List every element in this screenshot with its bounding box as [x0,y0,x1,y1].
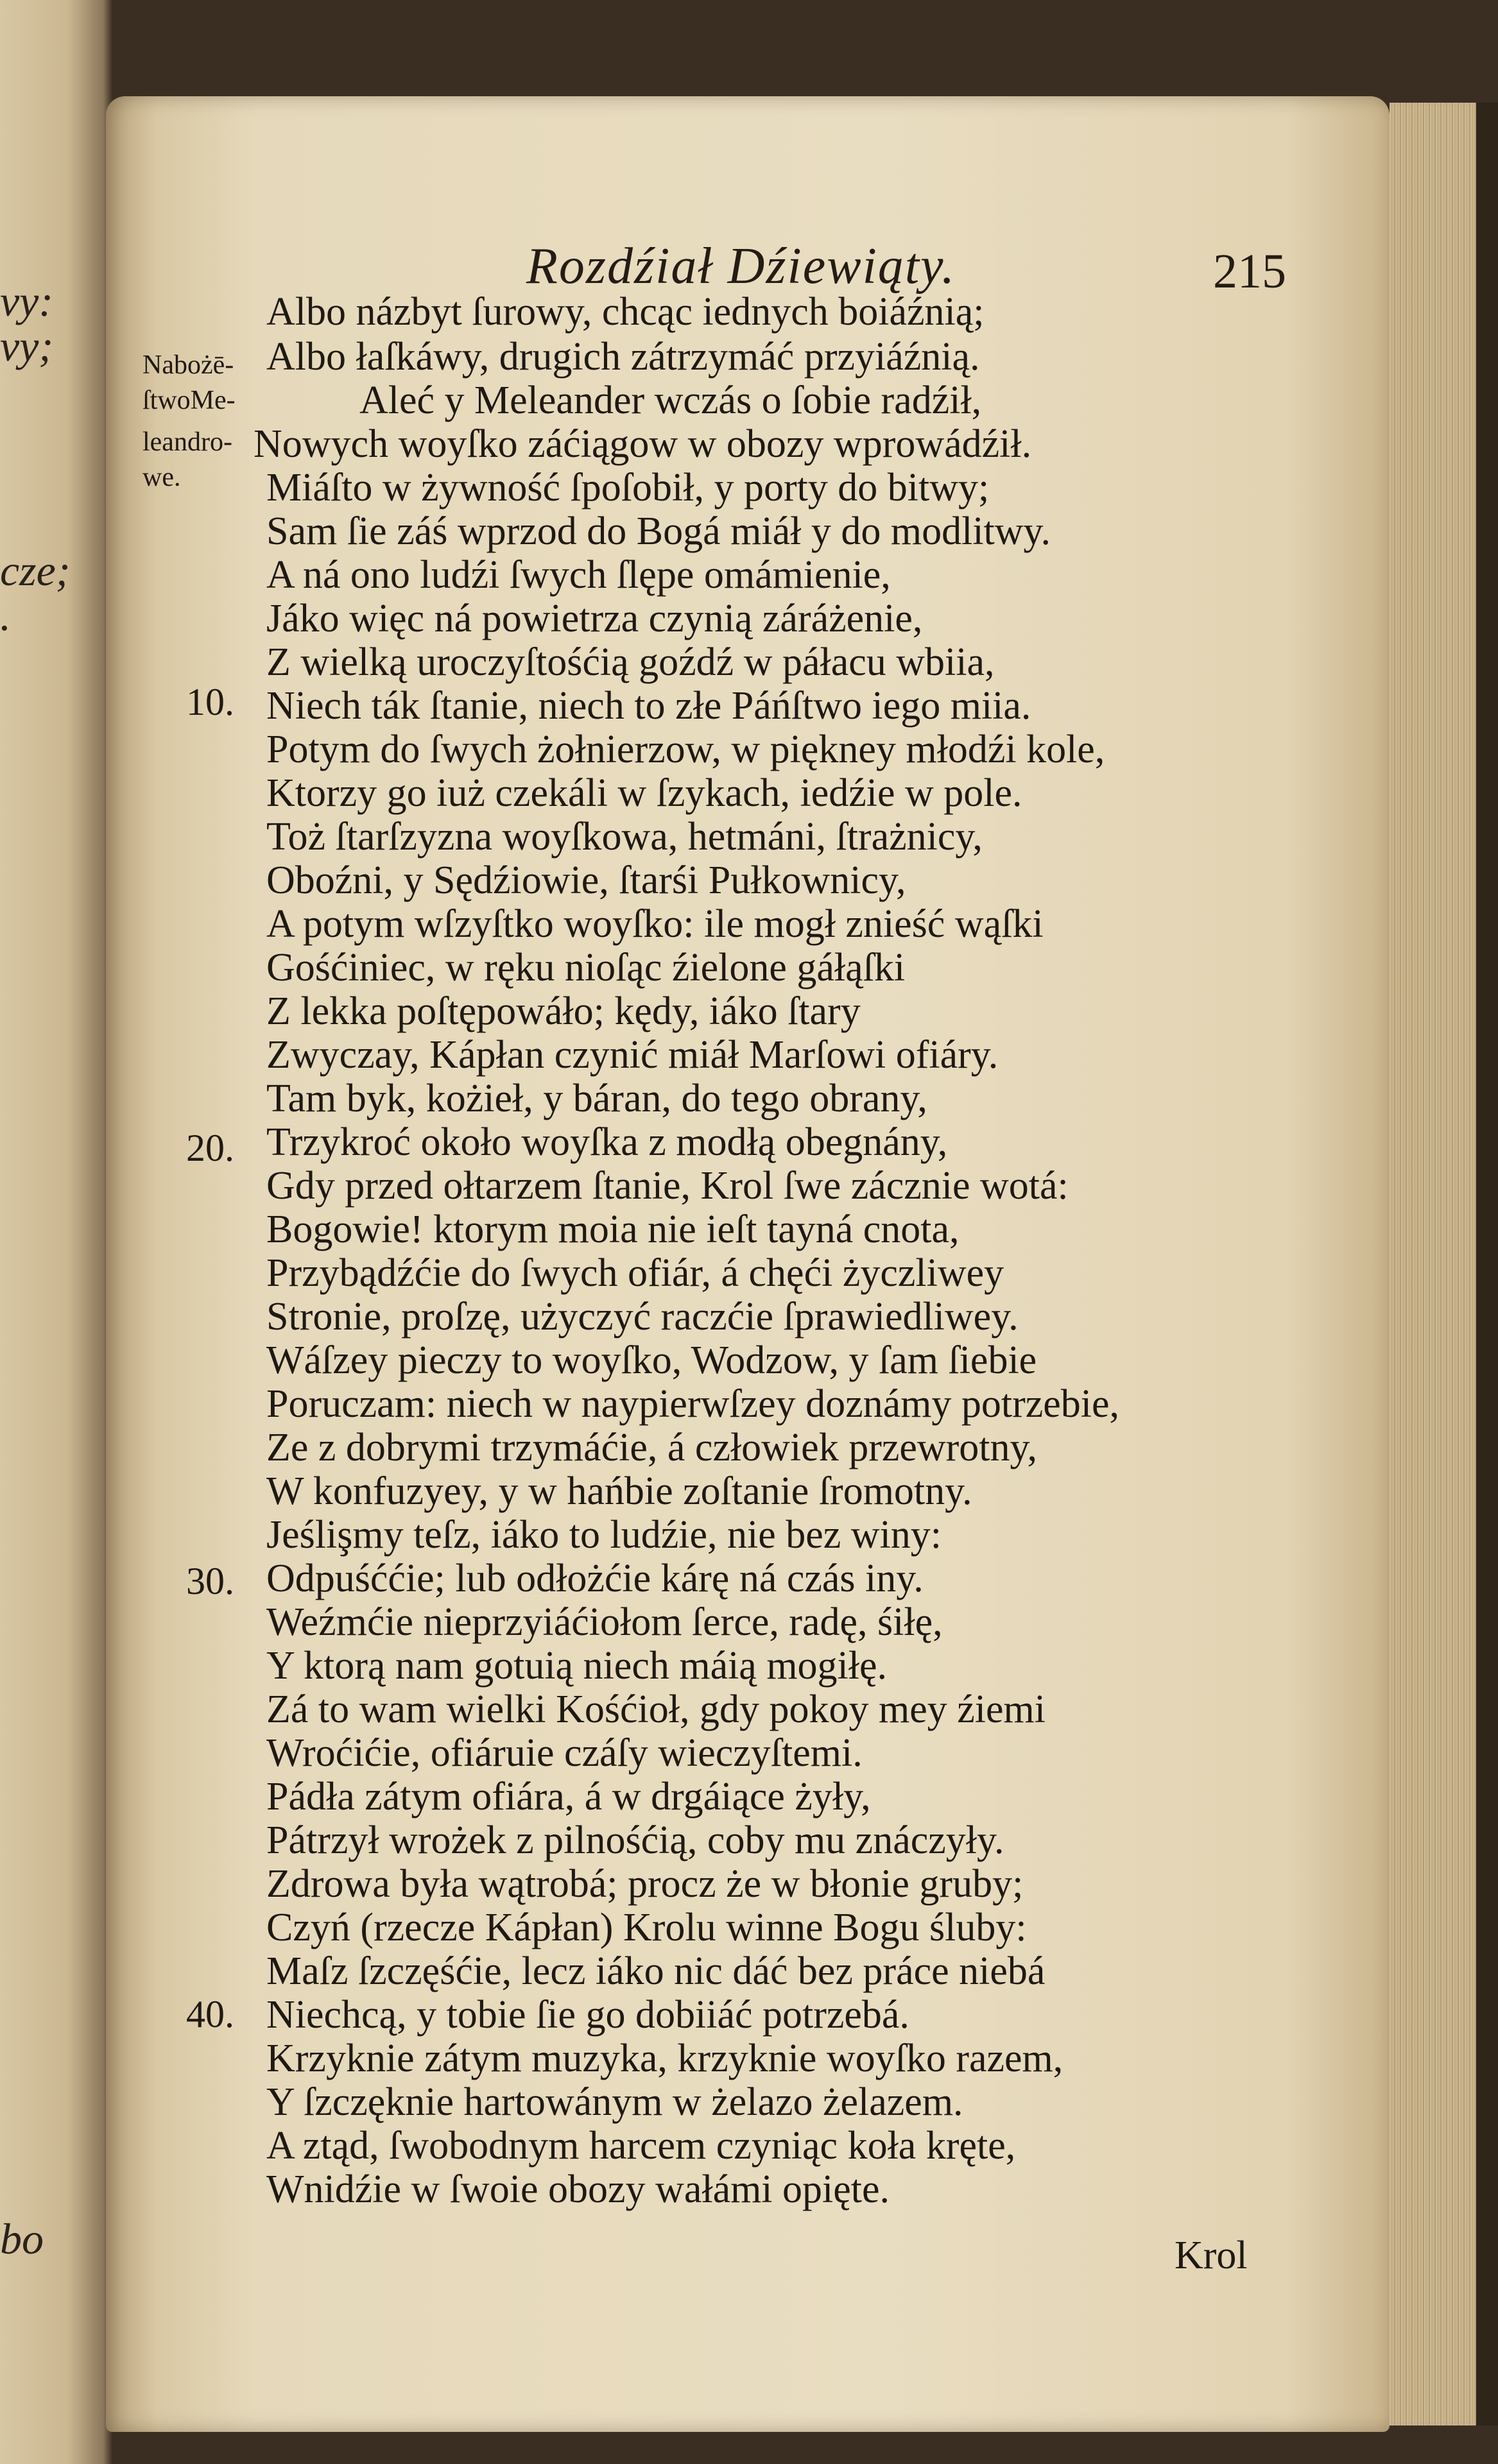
line-number: 30. [186,1560,234,1602]
left-page-fragment: . [0,591,11,640]
verse-line: Albo łaſkáwy, drugich zátrzymáć przyiáźnią. [266,335,980,379]
marginal-note-line: we. [142,463,181,492]
verse-line: Nowych woyſko záćiągow w obozy wprowádźił. [254,422,1032,466]
verse-line: Czyń (rzecze Kápłan) Krolu winne Bogu śluby: [266,1906,1027,1949]
verse-line: Wnidźie w ſwoie obozy wałámi opięte. [266,2168,890,2211]
verse-line: Krzyknie zátym muzyka, krzyknie woyſko razem, [266,2037,1063,2080]
verse-line: Z wielką uroczyſtośćią goźdź w páłacu wbiia, [266,640,995,684]
verse-line: Gdy przed ołtarzem ſtanie, Krol ſwe zácznie wotá: [266,1164,1069,1208]
verse-line: Toż ſtarſzyzna woyſkowa, hetmáni, ſtrażnicy, [266,815,983,859]
verse-line: Trzykroć około woyſka z modłą obegnány, [266,1120,948,1164]
verse-line: Przybądźćie do ſwych ofiár, á chęći życzliwey [266,1251,1004,1295]
verse-line: A ztąd, ſwobodnym harcem czyniąc koła kręte, [266,2124,1016,2168]
verse-line: Aleć y Meleander wczás o ſobie radźił, [359,379,982,422]
left-page-fragment: vy; [0,321,54,370]
catchword: Krol [1175,2234,1248,2277]
verse-line: Ze z dobrymi trzymáćie, á człowiek przewrotny, [266,1426,1038,1469]
verse-line: Tam byk, kożieł, y báran, do tego obrany, [266,1077,927,1120]
verse-line: A potym wſzyſtko woyſko: ile mogł znieść wąſki [266,902,1044,946]
left-page-fragment: cze; [0,546,71,595]
verse-line: Zdrowa była wątrobá; procz że w błonie gruby; [266,1862,1024,1906]
left-page-edge [0,0,112,2464]
verse-line: Albo názbyt ſurowy, chcąc iednych boiáźnią; [266,290,985,334]
verse-line: Zá to wam wielki Kośćioł, gdy pokoy mey źiemi [266,1688,1046,1731]
verse-line: Jáko więc ná powietrza czynią záráżenie, [266,597,923,640]
line-number: 40. [186,1993,234,2035]
verse-line: Wáſzey pieczy to woyſko, Wodzow, y ſam ſiebie [266,1339,1037,1382]
verse-line: Z lekka poſtępowáło; kędy, iáko ſtary [266,989,861,1033]
verse-line: Niech ták ſtanie, niech to złe Páńſtwo iego miia. [266,684,1031,728]
chapter-title: Rozdźiał Dźiewiąty. [526,238,956,295]
line-number: 10. [186,681,234,723]
verse-line: Ktorzy go iuż czekáli w ſzykach, iedźie w pole. [266,771,1022,815]
verse-line: Miáſto w żywność ſpoſobił, y porty do bitwy; [266,466,990,509]
verse-line: Oboźni, y Sędźiowie, ſtarśi Pułkownicy, [266,859,906,902]
verse-line: A ná ono ludźi ſwych ſlępe omámienie, [266,553,891,597]
verse-line: Odpuśććie; lub odłożćie kárę ná czás iny. [266,1557,924,1600]
verse-line: Niechcą, y tobie ſie go dobiiáć potrzebá. [266,1993,909,2037]
verse-line: Poruczam: niech w naypierwſzey doznámy potrzebie, [266,1382,1120,1426]
verse-line: Jeślişmy teſz, iáko to ludźie, nie bez winy: [266,1513,942,1557]
left-page-fragment: bo [0,2214,44,2263]
marginal-note-line: ſtwoMe- [142,386,236,415]
verse-line: Y ktorą nam gotuią niech máią mogiłę. [266,1644,888,1688]
verse-line: Pátrzył wrożek z pilnośćią, coby mu znáczyły. [266,1818,1004,1862]
verse-line: Maſz ſzczęśćie, lecz iáko nic dáć bez práce niebá [266,1949,1046,1993]
book-cover-edge [1476,103,1498,2426]
verse-line: Gośćiniec, w ręku nioſąc źielone gáłąſki [266,946,906,989]
marginal-note-line: Nabożē- [142,350,234,380]
marginal-note-line: leandro- [142,427,232,457]
verse-line: Wroćićie, ofiáruie czáſy wieczyſtemi. [266,1731,863,1775]
verse-line: Zwyczay, Kápłan czynić miáł Marſowi ofiáry. [266,1033,999,1077]
verse-line: Pádła zátym ofiára, á w drgáiące żyły, [266,1775,871,1818]
verse-line: Bogowie! ktorym moia nie ieſt tayná cnota, [266,1208,960,1251]
verse-line: Potym do ſwych żołnierzow, w piękney młodźi kole, [266,728,1105,771]
left-page-fragment: vy: [0,277,54,325]
verse-line: Sam ſie záś wprzod do Bogá miáł y do modlitwy. [266,509,1051,553]
verse-line: Weźmćie nieprzyiáćiołom ſerce, radę, śiłę, [266,1600,943,1644]
verse-line: Y ſzczęknie hartowánym w żelazo żelazem. [266,2080,963,2124]
verse-line: W konfuzyey, y w hańbie zoſtanie ſromotny. [266,1469,972,1513]
page-number: 215 [1213,244,1286,298]
verse-line: Stronie, proſzę, użyczyć raczćie ſprawiedliwey. [266,1295,1019,1339]
line-number: 20. [186,1127,234,1169]
